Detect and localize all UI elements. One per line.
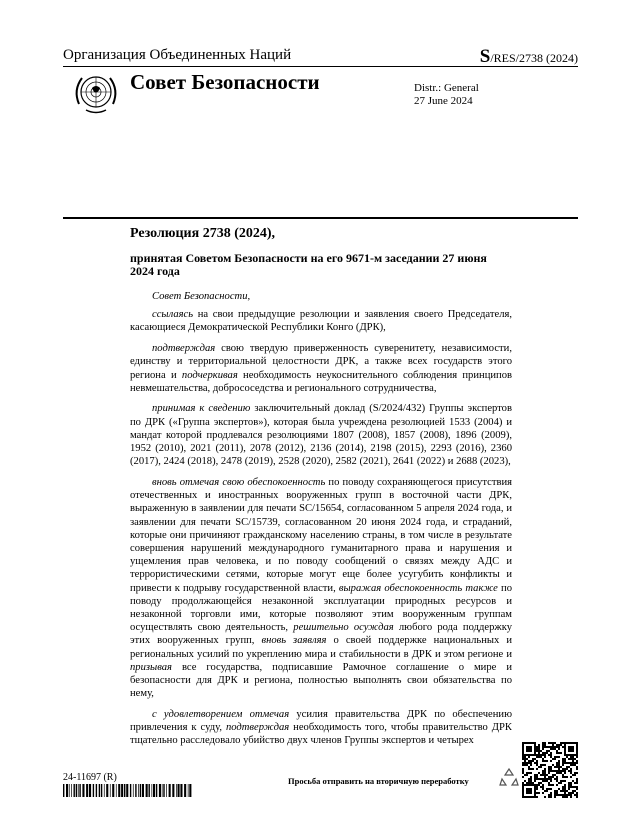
emphasis-text: подтверждая (225, 722, 290, 734)
paragraph (130, 308, 512, 334)
org-name: Организация Объединенных Наций (63, 47, 292, 63)
paragraph (130, 476, 512, 700)
body-text: необходимость того, чтобы правительство ДРК тщательно расследовало убийство двух членов Группы экспертов и четырех (130, 722, 512, 747)
resolution-body (130, 290, 512, 755)
council-name: Совет Безопасности (130, 70, 320, 94)
body-text: о своей поддержке национальных и региональных усилий по укреплению мира и стабильности в ДРК и этом регионе и (130, 635, 512, 660)
barcode-icon (63, 784, 193, 797)
document-number: 24-11697 (R) (63, 772, 117, 783)
body-text: все государства, подписавшие Рамочное соглашение о мире и безопасности для ДРК и региона, полностью выполнять свои обязательства по нему, (130, 661, 512, 700)
header-rule (63, 66, 578, 67)
emphasis-text: Совет Безопасности, (152, 291, 251, 302)
issue-date: 27 June 2024 (414, 95, 473, 107)
paragraph (130, 290, 512, 303)
emphasis-text: ссылаясь (152, 309, 194, 321)
document-symbol (480, 46, 578, 68)
emphasis-text: с удовлетворением отмечая (152, 708, 290, 720)
symbol-prefix: S (479, 46, 491, 67)
adoption-line: принятая Советом Безопасности на его 9671-м заседании 27 июня 2024 года (130, 251, 487, 278)
title-rule (63, 217, 578, 219)
body-text: необходимость неукоснительного соблюдения принципов невмешательства, добрососедства и регионального сотрудничества, (130, 369, 513, 394)
body-text: усилия правительства ДРК по обеспечению привлечения к суду, (130, 708, 512, 734)
emphasis-text: призывая (130, 661, 172, 673)
emphasis-text: вновь отмечая свою обеспокоенность (152, 476, 326, 488)
resolution-title: Резолюция 2738 (2024), (130, 226, 276, 241)
emphasis-text: подчеркивая (181, 369, 238, 381)
emphasis-text: принимая к сведению (152, 403, 251, 415)
body-text: заключительный доклад (S/2024/432) Группы экспертов по ДРК («Группа экспертов»), которая была учреждена резолюцией 1533 (2004) и мандат которой продлевался резолюциями 1807 (2008), 1857 (2008), 1896 (2009), 1952 (2010), 2021 (2011), 2078 (2012), 2136 (2014), 2198 (2015), 2293 (2016), 2360 (2017), 2424 (2018), 2478 (2019), 2528 (2020), 2582 (2021), 2641 (2022) и 2688 (2023), (130, 403, 512, 468)
emphasis-text: выражая обеспокоенность также (338, 582, 498, 594)
body-text: на свои предыдущие резолюции и заявления своего Председателя, касающиеся Демократической Республики Конго (ДРК), (130, 309, 512, 334)
paragraph (130, 342, 512, 395)
body-text: любого рода поддержку этих вооруженных групп, (130, 622, 512, 647)
paragraph (130, 708, 512, 748)
body-text: свою твердую приверженность суверенитету, независимости, единству и территориальной целостности ДРК, а также всех государств этого региона и (130, 343, 512, 381)
distribution-block (414, 82, 479, 108)
emphasis-text: вновь заявляя (261, 635, 327, 647)
recycle-icon (498, 766, 520, 788)
emphasis-text: решительно осуждая (293, 622, 394, 634)
un-emblem-icon (66, 70, 126, 118)
symbol-rest: /RES/2738 (2024) (490, 51, 578, 65)
paragraph (130, 402, 512, 468)
distr-label: Distr.: General (414, 82, 479, 94)
recycle-note: Просьба отправить на вторичную переработку (288, 776, 469, 786)
body-text: по поводу продолжающейся незаконной эксплуатации природных ресурсов и незаконной торговли ими, которые позволяют этим вооруженным группам осуществлять свою деятельность, (130, 582, 512, 634)
body-text: по поводу сохраняющегося присутствия отечественных и иностранных вооруженных групп в восточной части ДРК, выраженную в заявлении для печати SC/15654, согласованном 5 апреля 2024 года, и заявлении для печати SC/15739, согласованном 20 июня 2024 года, и страданий, которые они причиняют гражданскому населению страны, в том числе в результате совершения нарушений международного гуманитарного права и нарушения и ущемления прав человека, и по поводу сообщений о связях между АДС и террористическими сетями, которые могут еще более усугубить конфликты и привести к подрыву государственной власти, (130, 476, 512, 594)
emphasis-text: подтверждая (152, 343, 216, 355)
qr-code-icon (522, 742, 578, 798)
